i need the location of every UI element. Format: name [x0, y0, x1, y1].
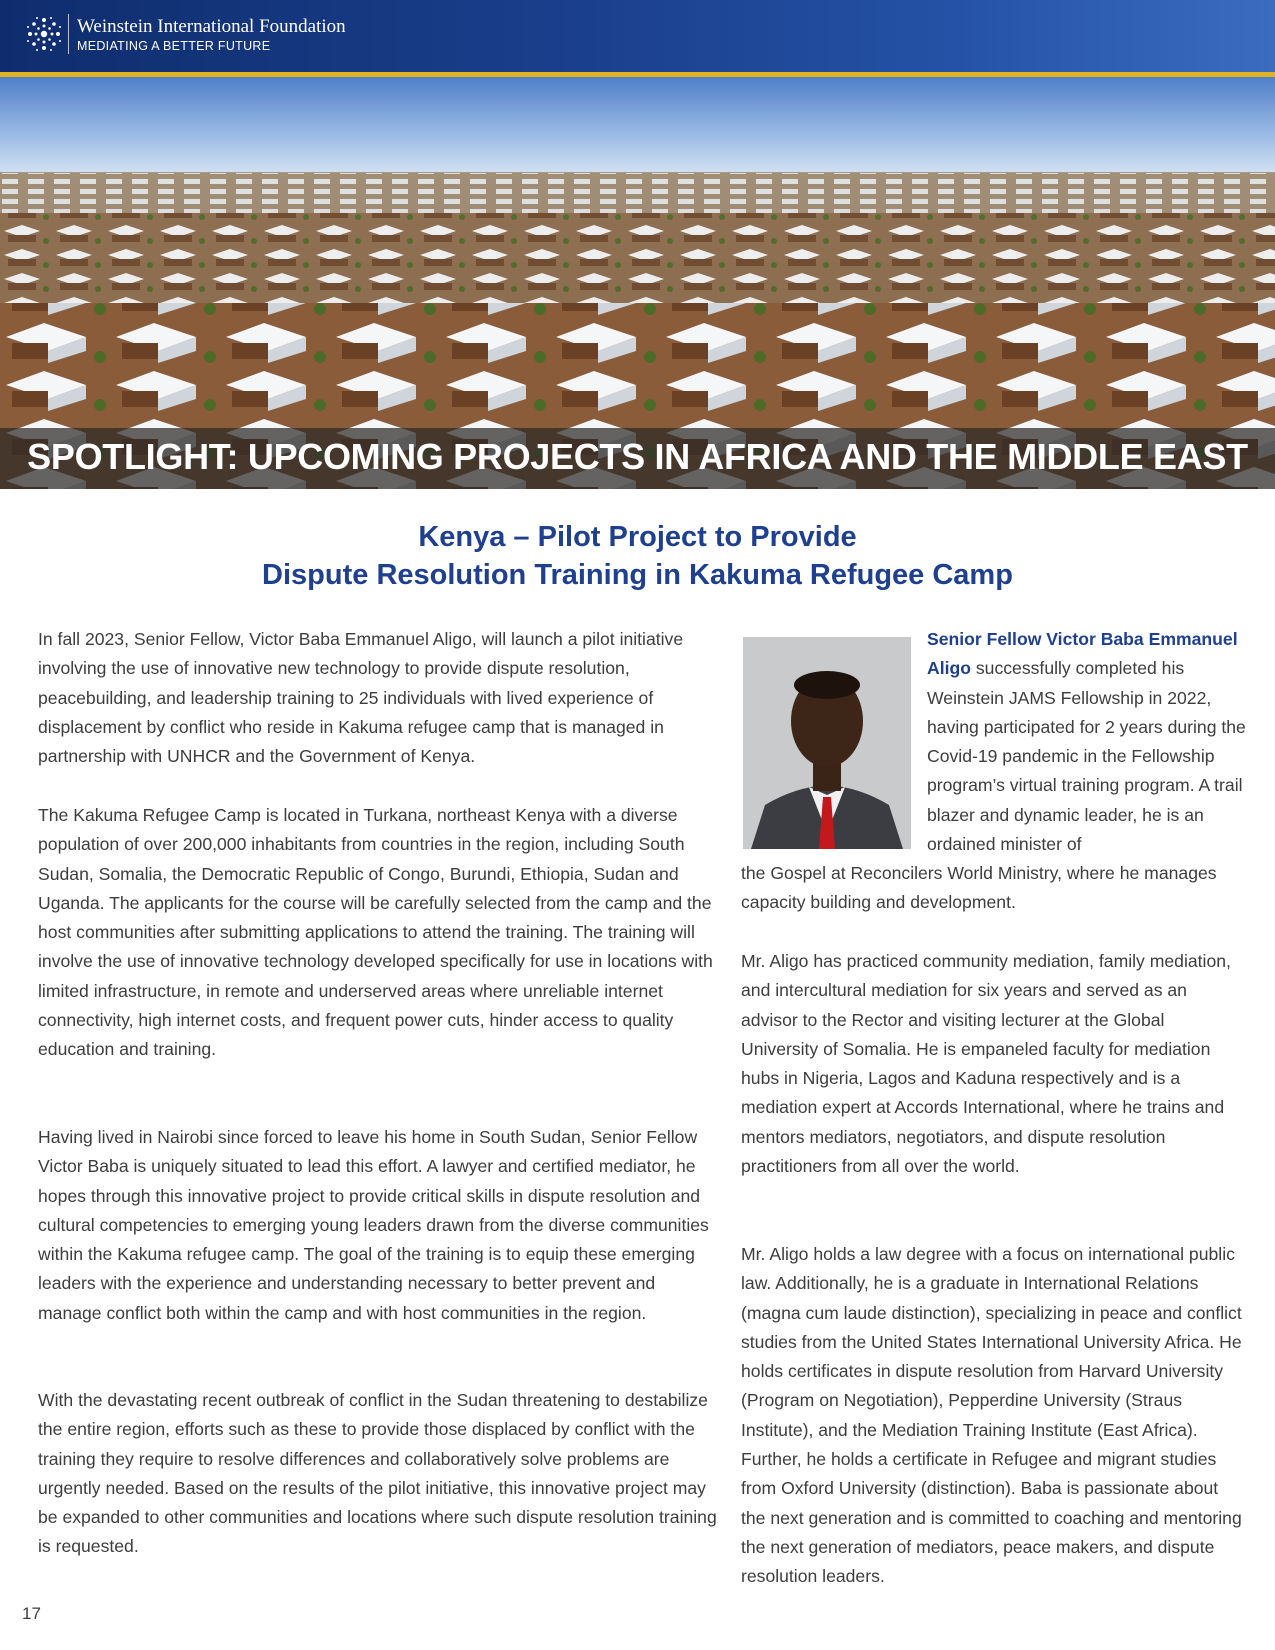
bio-paragraph: Mr. Aligo holds a law degree with a focus on international public law. Additionally, he is a graduate in International Relations (magna cum laude distinction), specializing in peace and conflict studies from the United States International University Africa. He holds certificates in dispute resolution from Harvard University (Program on Negotiation), Pepperdine University (Straus Institute), and the Mediation Training Institute (East Africa). Further, he holds a certificate in Refugee and migrant studies from Oxford University (distinction). Baba is passionate about the next generation and is committed to coaching and mentoring the next generation of mediators, peace makers, and dispute resolution leaders.	[741, 1244, 1242, 1587]
article-title	[0, 518, 1275, 594]
bio-intro	[927, 625, 1252, 859]
article-title-line-1: Kenya – Pilot Project to Provide	[418, 521, 857, 553]
body-paragraph: Having lived in Nairobi since forced to leave his home in South Sudan, Senior Fellow Victor Baba is uniquely situated to lead this effort. A lawyer and certified mediator, he hopes through this innovative project to provide critical skills in dispute resolution and cultural competencies to emerging young leaders drawn from the diverse communities within the Kakuma refugee camp. The goal of the training is to equip these emerging leaders with the experience and understanding necessary to better prevent and manage conflict both within the camp and with host communities in the region.	[38, 1127, 709, 1323]
organization-tagline: MEDIATING A BETTER FUTURE	[77, 39, 271, 53]
bio-name: Senior Fellow Victor Baba Emmanuel Aligo	[927, 629, 1238, 679]
starburst-logo-icon	[24, 14, 64, 54]
body-paragraph: The Kakuma Refugee Camp is located in Turkana, northeast Kenya with a diverse population of over 200,000 inhabitants from countries in the region, including South Sudan, Somalia, the Democratic Republic of Congo, Burundi, Ethiopia, Sudan and Uganda. The applicants for the course will be carefully selected from the camp and the host communities after submitting applications to attend the training. The training will involve the use of innovative technology developed specifically for use in locations with limited infrastructure, in remote and underserved areas where unreliable internet connectivity, high internet costs, and frequent power cuts, hinder access to quality education and training.	[38, 805, 713, 1060]
bio-intro-continued: the Gospel at Reconcilers World Ministry, where he manages capacity building and development.	[741, 863, 1217, 913]
bio-intro-text: successfully completed his Weinstein JAMS Fellowship in 2022, having participated for 2 years during the Covid-19 pandemic in the Fellowship program’s virtual training program. A trail blazer and dynamic leader, he is an ordained minister of	[927, 658, 1246, 855]
page-header	[0, 0, 1275, 72]
bio-paragraph: Mr. Aligo has practiced community mediation, family mediation, and intercultural mediation for six years and served as an advisor to the Rector and visiting lecturer at the Global University of Somalia. He is empaneled faculty for mediation hubs in Nigeria, Lagos and Kaduna respectively and is a mediation expert at Accords International, where he trains and mentors mediators, negotiators, and dispute resolution practitioners from all over the world.	[741, 951, 1231, 1177]
logo-divider	[68, 14, 69, 54]
portrait-victor-baba-emmanuel-aligo	[743, 637, 911, 849]
organization-name: Weinstein International Foundation	[77, 16, 346, 37]
body-paragraph: In fall 2023, Senior Fellow, Victor Baba Emmanuel Aligo, will launch a pilot initiative involving the use of innovative new technology to provide dispute resolution, peacebuilding, and leadership training to 25 individuals with lived experience of displacement by conflict who reside in Kakuma refugee camp that is managed in partnership with UNHCR and the Government of Kenya.	[38, 629, 684, 767]
body-paragraph: With the devastating recent outbreak of conflict in the Sudan threatening to destabilize the entire region, efforts such as these to provide those displaced by conflict with the training they require to resolve differences and collaboratively solve problems are urgently needed. Based on the results of the pilot initiative, this innovative project may be expanded to other communities and locations where such dispute resolution training is requested.	[38, 1390, 717, 1557]
page-number: 17	[22, 1604, 41, 1623]
article-title-line-2: Dispute Resolution Training in Kakuma Refugee Camp	[262, 559, 1013, 591]
spotlight-title: SPOTLIGHT: UPCOMING PROJECTS IN AFRICA AND THE MIDDLE EAST	[27, 436, 1248, 477]
